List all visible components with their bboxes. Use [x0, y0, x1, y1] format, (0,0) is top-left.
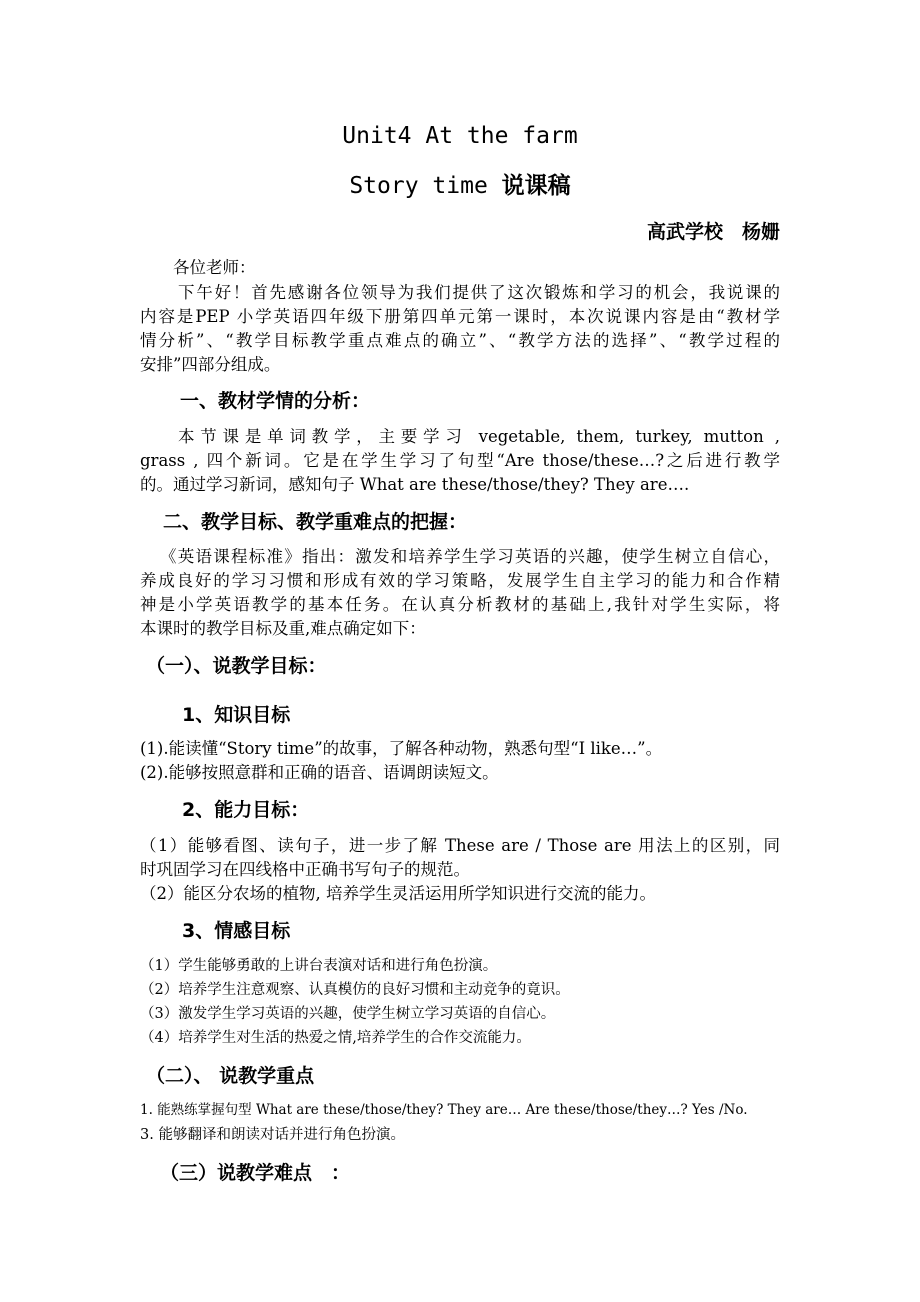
title-line-2-chinese: 说课稿 [501, 172, 571, 199]
section2-heading: 二、教学目标、教学重难点的把握： [163, 511, 468, 533]
section2-line-1: 《英语课程标准》指出：激发和培养学生学习英语的兴趣，使学生树立自信心， [160, 547, 780, 566]
emotion-item-3: （3）激发学生学习英语的兴趣，使学生树立学习英语的自信心。 [140, 1006, 556, 1022]
section2-line-3: 神是小学英语教学的基本任务。在认真分析教材的基础上,我针对学生实际，将 [140, 595, 780, 614]
title-line-2 [0, 174, 920, 198]
section1-line-3: 的。通过学习新词，感知句子 What are these/those/they? They are…. [140, 475, 690, 494]
greeting: 各位老师： [173, 258, 256, 277]
knowledge-item-1: (1).能读懂“Story time”的故事，了解各种动物，熟悉句型“I like…”。 [140, 739, 663, 758]
sub2-item-2: 3. 能够翻译和朗读对话并进行角色扮演。 [140, 1127, 405, 1143]
intro-line-1: 下午好！首先感谢各位领导为我们提供了这次锻炼和学习的机会，我说课的 [178, 283, 780, 302]
sub2-item-1: 1. 能熟练掌握句型 What are these/those/they? They are… Are these/those/they…? Yes /No. [140, 1102, 748, 1118]
author-line: 高武学校 杨姗 [646, 221, 780, 243]
title-line-2-english: Story time [349, 173, 502, 199]
intro-line-3: 情分析”、“教学目标教学重点难点的确立”、“教学方法的选择”、“教学过程的 [140, 331, 780, 350]
emotion-item-1: （1）学生能够勇敢的上讲台表演对话和进行角色扮演。 [140, 958, 498, 974]
section1-line-2: grass , 四个新词。它是在学生学习了句型“Are those/these…?之后进行教学 [140, 451, 780, 470]
section2-line-4: 本课时的教学目标及重,难点确定如下： [140, 619, 426, 638]
ability-item-2: （2）能区分农场的植物, 培养学生灵活运用所学知识进行交流的能力。 [140, 884, 656, 903]
sub2-heading: （二）、 说教学重点 [146, 1065, 315, 1087]
sub3-heading: （三）说教学难点 ： [160, 1162, 351, 1184]
knowledge-item-2: (2).能够按照意群和正确的语音、语调朗读短文。 [140, 763, 499, 782]
section1-heading: 一、教材学情的分析： [180, 390, 371, 412]
emotion-heading: 3、情感目标 [182, 920, 291, 942]
sub1-heading: （一）、说教学目标： [146, 655, 327, 677]
title-line-1: Unit4 At the farm [342, 123, 578, 149]
section2-line-2: 养成良好的学习习惯和形成有效的学习策略，发展学生自主学习的能力和合作精 [140, 571, 780, 590]
section1-line-1: 本节课是单词教学，主要学习 vegetable, them, turkey, mutton , [178, 427, 780, 446]
ability-heading: 2、能力目标： [182, 799, 310, 821]
emotion-item-4: （4）培养学生对生活的热爱之情,培养学生的合作交流能力。 [140, 1030, 531, 1046]
ability-item-1: （1）能够看图、读句子，进一步了解 These are / Those are 用法上的区别，同 [140, 836, 780, 855]
emotion-item-2: （2）培养学生注意观察、认真模仿的良好习惯和主动竞争的竟识。 [140, 982, 570, 998]
ability-item-1-cont: 时巩固学习在四线格中正确书写句子的规范。 [140, 860, 470, 879]
intro-line-2: 内容是PEP 小学英语四年级下册第四单元第一课时，本次说课内容是由“教材学 [140, 307, 780, 326]
knowledge-heading: 1、知识目标 [182, 704, 291, 726]
intro-line-4: 安排”四部分组成。 [140, 355, 281, 374]
